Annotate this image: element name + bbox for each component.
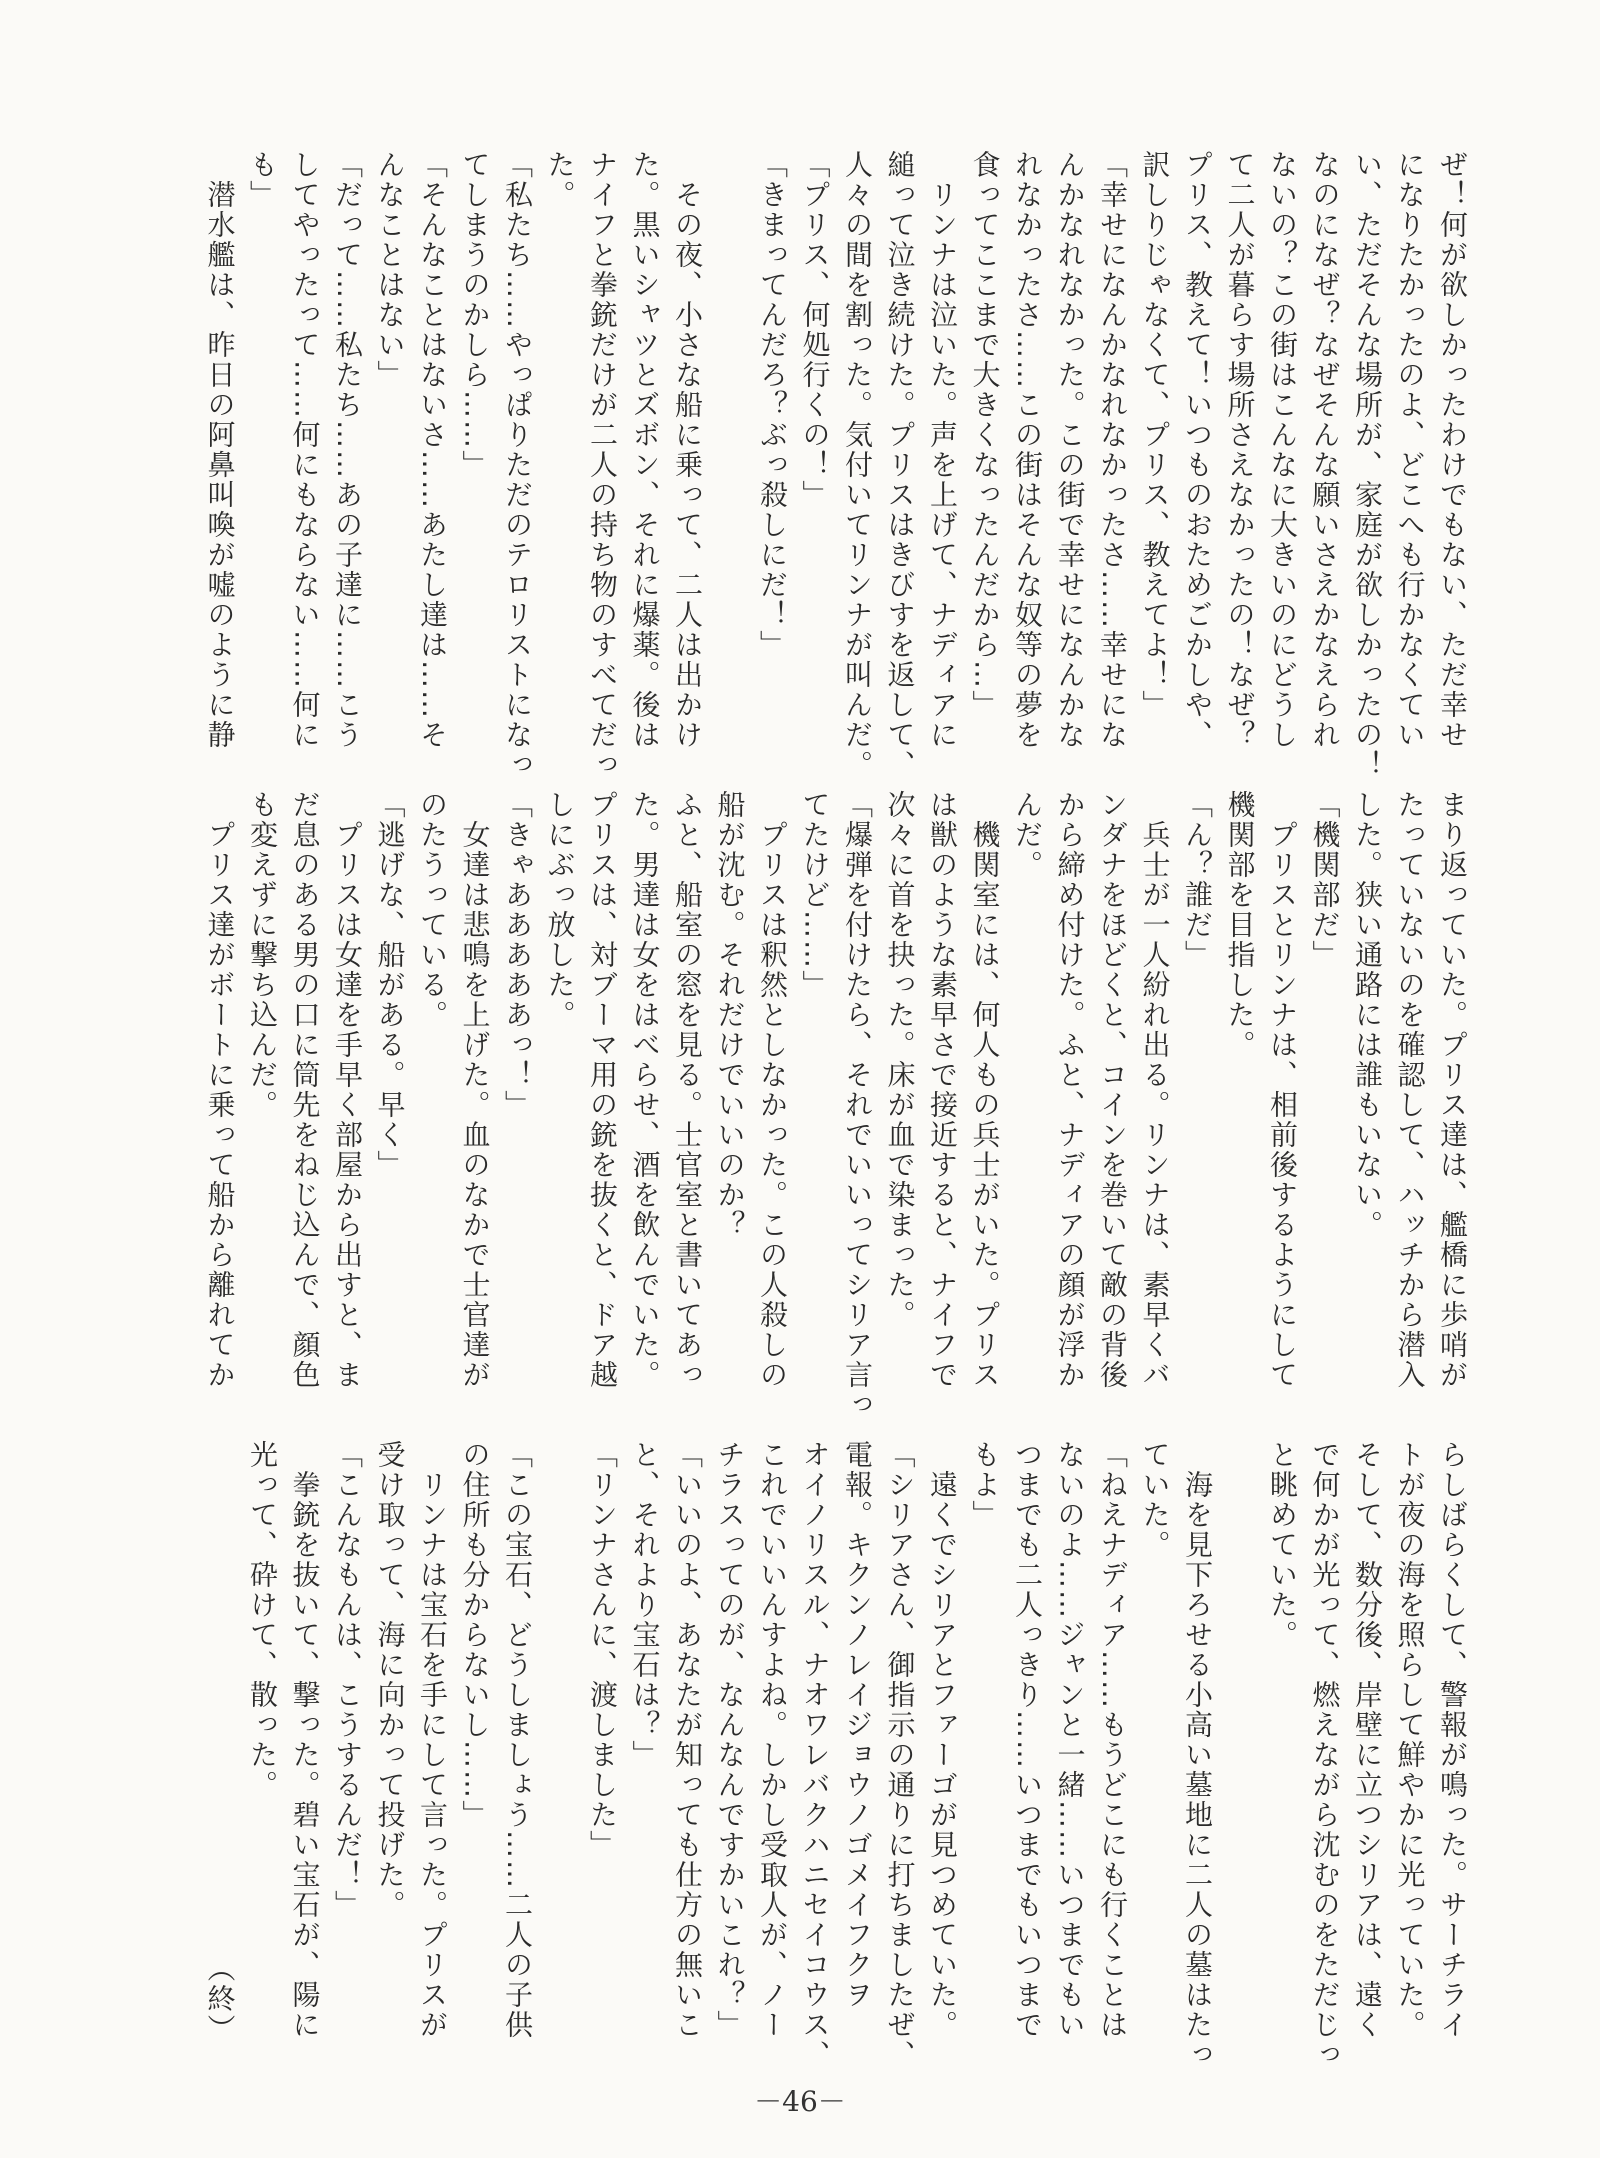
text-column: 「そんなことはないさ……あたし達は……そ xyxy=(416,150,449,750)
text-column: 女達は悲鳴を上げた。血のなかで士官達が xyxy=(458,790,492,1390)
text-column: そして、数分後、岸壁に立つシリアは、遠く xyxy=(1351,1440,1384,2040)
text-column xyxy=(538,1440,581,2044)
text-column: 海を見下ろせる小高い墓地に二人の墓はたっ xyxy=(1181,1440,1214,2070)
text-column: 電報。キクンノレイジョウノゴメイフクヲ xyxy=(841,1440,874,2010)
text-column: だ息のある男の口に筒先をねじ込んで、顔色 xyxy=(288,790,322,1390)
text-column: 訳しりじゃなくて、プリス、教えてよ！」 xyxy=(1138,150,1172,720)
text-column: プリス達がボートに乗って船から離れてか xyxy=(203,790,237,1390)
text-column: 機関部を目指した。 xyxy=(1223,790,1257,1060)
text-column: 兵士が一人紛れ出る。リンナは、素早くバ xyxy=(1138,790,1172,1390)
text-column: 「だって……私たち……あの子達に……こう xyxy=(331,150,364,750)
text-column: プリスは釈然としなかった。この人殺しの xyxy=(756,790,789,1390)
text-column: なのになぜ？なぜそんな願いさえかなえられ xyxy=(1308,150,1342,750)
text-column: も」 xyxy=(246,150,279,210)
text-column: てたけど……」 xyxy=(798,790,832,1000)
text-column: ていた。 xyxy=(1138,1440,1172,1560)
text-column: プリスは女達を手早く部屋から出すと、ま xyxy=(331,790,364,1390)
text-column: プリスは、対ブーマ用の銃を抜くと、ドア越 xyxy=(586,790,619,1390)
text-column: た。 xyxy=(543,150,577,210)
text-column: た。男達は女をはべらせ、酒を飲んでいた。 xyxy=(628,790,662,1390)
text-column: 潜水艦は、昨日の阿鼻叫喚が嘘のように静 xyxy=(203,150,237,750)
text-column: 「幸せになんかなれなかったさ……幸せにな xyxy=(1096,150,1129,750)
text-column: リンナは宝石を手にして言った。プリスが xyxy=(416,1440,449,2040)
text-column: 次々に首を抉った。床が血で染まった。 xyxy=(883,790,917,1330)
text-column: 受け取って、海に向かって投げた。 xyxy=(373,1440,407,1920)
text-column: と、それより宝石は？」 xyxy=(628,1440,662,1770)
text-column: 「爆弾を付けたら、それでいいってシリア言っ xyxy=(841,790,874,1420)
text-column: 「ねえナディア……もうどこにも行くことは xyxy=(1096,1440,1129,2040)
text-column: トが夜の海を照らして鮮やかに光っていた。 xyxy=(1393,1440,1427,2040)
text-block-upper xyxy=(198,150,1473,780)
text-column: た。黒いシャツとズボン、それに爆薬。後は xyxy=(628,150,662,750)
text-column xyxy=(708,150,751,754)
text-column: 「リンナさんに、渡しました」 xyxy=(586,1440,619,1860)
text-column: たっていないのを確認して、ハッチから潜入 xyxy=(1393,790,1427,1390)
text-column: ぜ！何が欲しかったわけでもない、ただ幸せ xyxy=(1436,150,1469,750)
text-column: と眺めていた。 xyxy=(1266,1440,1299,1650)
text-column: 縋って泣き続けた。プリスはきびすを返して、 xyxy=(883,150,917,780)
text-column: もよ」 xyxy=(968,1440,1002,1530)
text-column: その夜、小さな船に乗って、二人は出かけ xyxy=(671,150,704,750)
text-column: 「この宝石、どうしましょう……二人の子供 xyxy=(501,1440,534,2040)
text-column: 船が沈む。それだけでいいのか？ xyxy=(713,790,747,1240)
text-column: オイノリスル、ナオワレバクハニセイコウス、 xyxy=(798,1440,832,2070)
text-column: 「こんなもんは、こうするんだ！」 xyxy=(331,1440,364,1920)
text-column: 「逃げな、船がある。早く」 xyxy=(373,790,407,1180)
text-column: ないのよ……ジャンと一緒……いつまでもい xyxy=(1053,1440,1087,2040)
text-column: れなかったさ……この街はそんな奴等の夢を xyxy=(1011,150,1044,750)
text-column: 光って、砕けて、散った。 xyxy=(246,1440,279,1800)
text-column: 「機関部だ」 xyxy=(1308,790,1342,970)
text-column: 「シリアさん、御指示の通りに打ちましたぜ、 xyxy=(883,1440,917,2070)
text-column: つまでも二人っきり……いつまでもいつまで xyxy=(1011,1440,1044,2040)
text-column: プリス、教えて！いつものおためごかしや、 xyxy=(1181,150,1214,750)
text-column: 遠くでシリアとファーゴが見つめていた。 xyxy=(926,1440,959,2040)
text-column: 「ん？誰だ」 xyxy=(1181,790,1214,970)
text-column: チラスってのが、なんなんですかいこれ？」 xyxy=(713,1440,747,2040)
text-column: 「私たち……やっぱりただのテロリストになっ xyxy=(501,150,534,780)
text-column: 「プリス、何処行くの！」 xyxy=(798,150,832,510)
text-column: のたうっている。 xyxy=(416,790,449,1030)
text-block-lower xyxy=(198,1440,1473,2070)
text-column: 「いいのよ、あなたが知っても仕方の無いこ xyxy=(671,1440,704,2040)
text-column: ンダナをほどくと、コインを巻いて敵の背後 xyxy=(1096,790,1129,1390)
text-column: は獣のような素早さで接近すると、ナイフで xyxy=(926,790,959,1390)
text-column xyxy=(1218,1440,1261,2044)
text-column: で何かが光って、燃えながら沈むのをただじっ xyxy=(1308,1440,1342,2070)
text-column: した。狭い通路には誰もいない。 xyxy=(1351,790,1384,1240)
text-column: て二人が暮らす場所さえなかったの！なぜ？ xyxy=(1223,150,1257,750)
text-column: になりたかったのよ、どこへも行かなくてい xyxy=(1393,150,1427,750)
text-column: から締め付けた。ふと、ナディアの顔が浮か xyxy=(1053,790,1087,1390)
text-column: い、ただそんな場所が、家庭が欲しかったの！ xyxy=(1351,150,1384,780)
text-column: の住所も分からないし……」 xyxy=(458,1440,492,1830)
text-column: んかなれなかった。この街で幸せになんかな xyxy=(1053,150,1087,750)
text-column: 食ってここまで大きくなったんだから…」 xyxy=(968,150,1002,720)
text-column: 「きゃあああああっ！」 xyxy=(501,790,534,1120)
text-column: リンナは泣いた。声を上げて、ナディアに xyxy=(926,150,959,750)
text-column: 機関室には、何人もの兵士がいた。プリス xyxy=(968,790,1002,1390)
text-column: 拳銃を抜いて、撃った。碧い宝石が、陽に xyxy=(288,1440,322,2040)
text-column: も変えずに撃ち込んだ。 xyxy=(246,790,279,1120)
page-number: －46－ xyxy=(754,2085,846,2118)
text-column: 「きまってんだろ？ぶっ殺しにだ！」 xyxy=(756,150,789,660)
text-column: てしまうのかしら……」 xyxy=(458,150,492,480)
text-column: 人々の間を割った。気付いてリンナが叫んだ。 xyxy=(841,150,874,780)
text-column: らしばらくして、警報が鳴った。サーチライ xyxy=(1436,1440,1469,2040)
text-column: これでいいんすよね。しかし受取人が、ノー xyxy=(756,1440,789,2040)
text-block-middle xyxy=(198,790,1473,1420)
text-column: プリスとリンナは、相前後するようにして xyxy=(1266,790,1299,1390)
text-column: んなことはない」 xyxy=(373,150,407,390)
text-column: しにぶっ放した。 xyxy=(543,790,577,1030)
text-column: ないの？この街はこんなに大きいのにどうし xyxy=(1266,150,1299,750)
end-mark: （終） xyxy=(203,1954,237,2044)
text-column: ナイフと拳銃だけが二人の持ち物のすべてだっ xyxy=(586,150,619,780)
text-column: ふと、船室の窓を見る。士官室と書いてあっ xyxy=(671,790,704,1390)
text-column: してやったって……何にもならない……何に xyxy=(288,150,322,750)
text-column: まり返っていた。プリス達は、艦橋に歩哨が xyxy=(1436,790,1469,1390)
text-column: んだ。 xyxy=(1011,790,1044,880)
